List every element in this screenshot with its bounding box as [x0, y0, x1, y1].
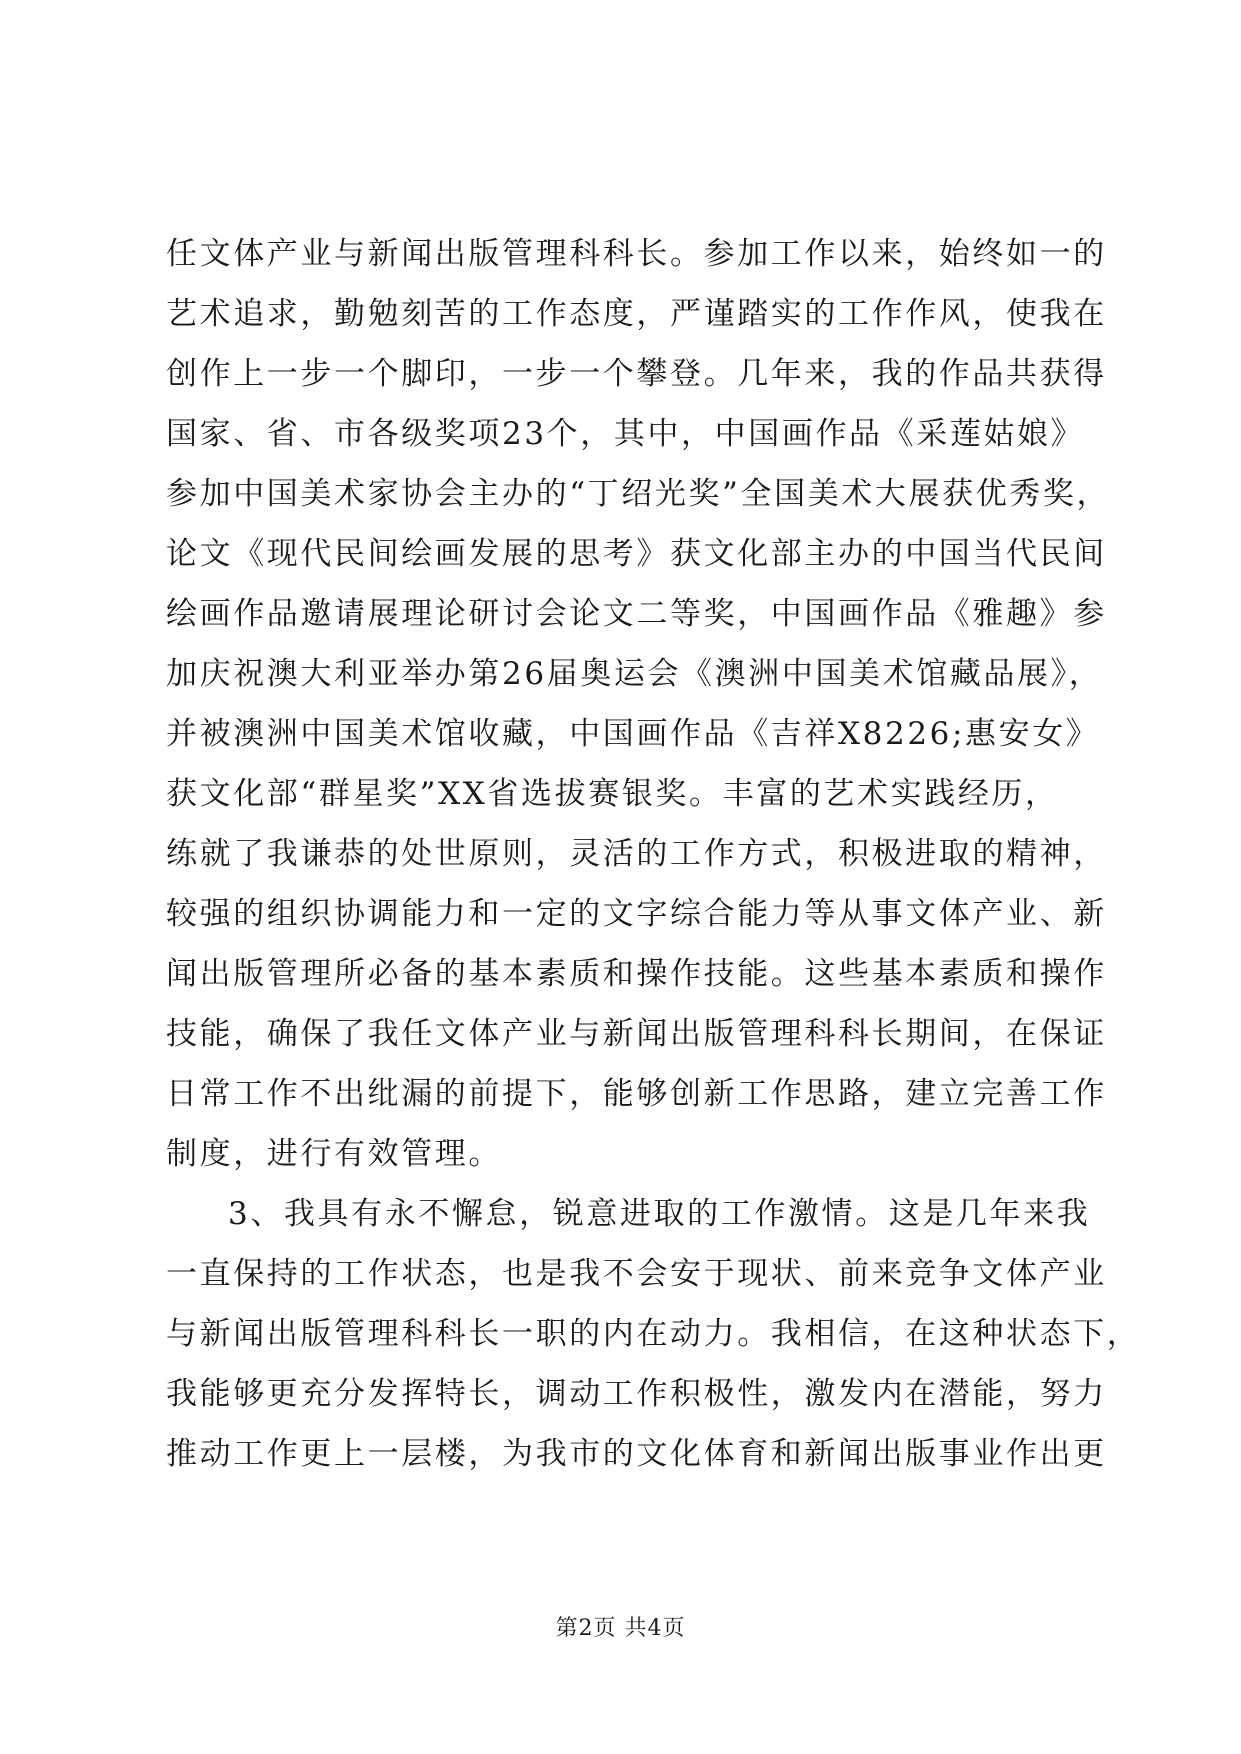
- text-line: 较强的组织协调能力和一定的文字综合能力等从事文体产业、新: [166, 896, 1107, 932]
- text-line: 闻出版管理所必备的基本素质和操作技能。这些基本素质和操作: [166, 956, 1107, 992]
- text-line: 技能，确保了我任文体产业与新闻出版管理科科长期间，在保证: [166, 1016, 1107, 1052]
- text-line: 制度，进行有效管理。: [166, 1136, 502, 1172]
- text-line: 国家、省、市各级奖项23个，其中，中国画作品《采莲姑娘》: [166, 416, 1085, 452]
- text-line: 创作上一步一个脚印，一步一个攀登。几年来，我的作品共获得: [166, 356, 1107, 392]
- text-line: 推动工作更上一层楼，为我市的文化体育和新闻出版事业作出更: [166, 1436, 1107, 1472]
- text-line: 参加中国美术家协会主办的“丁绍光奖”全国美术大展获优秀奖，: [166, 476, 1111, 512]
- text-line: 加庆祝澳大利亚举办第26届奥运会《澳洲中国美术馆藏品展》，: [166, 656, 1103, 692]
- text-line: 练就了我谦恭的处世原则，灵活的工作方式，积极进取的精神，: [166, 836, 1107, 872]
- text-line: 与新闻出版管理科科长一职的内在动力。我相信，在这种状态下，: [166, 1316, 1141, 1352]
- text-line: 艺术追求，勤勉刻苦的工作态度，严谨踏实的工作作风，使我在: [166, 296, 1107, 332]
- text-line: 一直保持的工作状态，也是我不会安于现状、前来竞争文体产业: [166, 1256, 1107, 1292]
- body-text: [166, 224, 1141, 1484]
- text-line: 并被澳洲中国美术馆收藏，中国画作品《吉祥X8226;惠安女》: [166, 716, 1100, 752]
- paragraph-start-line: 3、我具有永不懈怠，锐意进取的工作激情。这是几年来我: [228, 1196, 1091, 1232]
- text-line: 绘画作品邀请展理论研讨会论文二等奖，中国画作品《雅趣》参: [166, 596, 1107, 632]
- page-number-footer: 第2页 共4页: [555, 1616, 686, 1641]
- text-line: 获文化部“群星奖”XX省选拔赛银奖。丰富的艺术实践经历，: [166, 776, 1059, 812]
- text-line: 论文《现代民间绘画发展的思考》获文化部主办的中国当代民间: [166, 536, 1107, 572]
- text-line: 我能够更充分发挥特长，调动工作积极性，激发内在潜能，努力: [166, 1376, 1107, 1412]
- text-line: 日常工作不出纰漏的前提下，能够创新工作思路，建立完善工作: [166, 1076, 1107, 1112]
- text-line: 任文体产业与新闻出版管理科科长。参加工作以来，始终如一的: [166, 236, 1107, 272]
